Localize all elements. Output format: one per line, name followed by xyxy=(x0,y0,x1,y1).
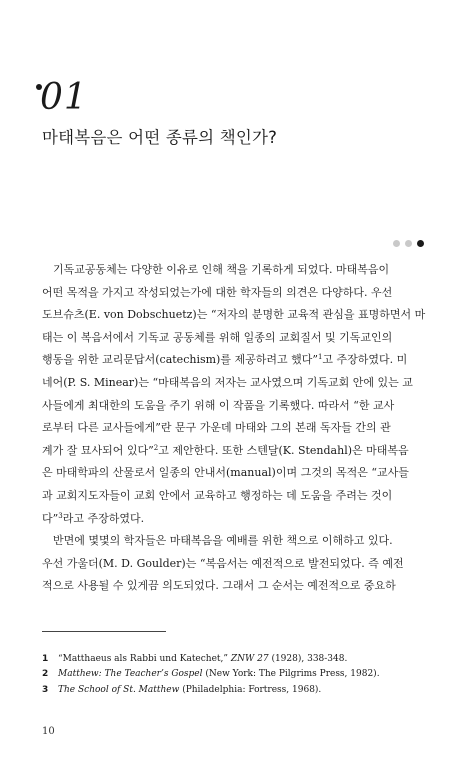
body-text-segment: 기독교공동체는 다양한 이유로 인해 책을 기록하게 되었다. 마태복음이 xyxy=(53,263,390,276)
body-text-segment: 계가 잘 묘사되어 있다” xyxy=(42,443,154,457)
body-line xyxy=(42,395,430,418)
body-text-segment: 은 마태학파의 산물로서 일종의 안내서(manual)이며 그것의 목적은 “교사들 xyxy=(42,466,409,480)
footnote-item xyxy=(42,667,442,682)
body-line xyxy=(42,327,430,350)
body-text-segment: 다” xyxy=(42,511,59,525)
footnote-text-post: (New York: The Pilgrims Press, 1982). xyxy=(202,669,380,680)
body-line xyxy=(42,372,430,395)
footnote-number: 3 xyxy=(42,684,49,695)
ornament-dot xyxy=(405,240,412,247)
body-line xyxy=(42,349,430,372)
section-ornament-dots xyxy=(393,240,424,247)
footnote-item xyxy=(42,652,442,667)
body-line xyxy=(42,282,430,305)
footnote-divider xyxy=(42,631,166,632)
body-line xyxy=(42,440,430,463)
body-text xyxy=(42,259,430,598)
ornament-dot xyxy=(393,240,400,247)
footnote-title: The School of St. Matthew xyxy=(58,684,180,695)
body-text-segment: 고 주장하였다. 미 xyxy=(322,353,408,367)
footnote-text xyxy=(58,652,347,667)
chapter-title: 마태복음은 어떤 종류의 책인가? xyxy=(42,128,278,147)
ornament-dot xyxy=(417,240,424,247)
footnote-text xyxy=(58,667,380,682)
footnote-number: 2 xyxy=(42,669,49,680)
chapter-number: 01 xyxy=(40,77,88,118)
body-text-segment: 과 교회지도자들이 교회 안에서 교육하고 행정하는 데 도움을 주려는 것이 xyxy=(42,488,393,502)
footnote-number: 1 xyxy=(42,654,49,664)
body-line xyxy=(42,553,430,576)
body-text-segment: 로부터 다른 교사들에게”란 문구 가운데 마태와 그의 본래 독자들 간의 관 xyxy=(42,421,391,435)
body-line xyxy=(42,462,430,485)
footnote-ref: 3 xyxy=(58,511,63,520)
body-line xyxy=(42,259,430,282)
body-text-segment: 적으로 사용될 수 있게끔 의도되었다. 그래서 그 순서는 예전적으로 중요하 xyxy=(42,579,396,593)
footnote-ref: 2 xyxy=(153,443,159,452)
footnote-text-post: (1928), 338-348. xyxy=(268,654,348,664)
body-text-segment: 고 제안한다. 또한 스텐달(K. Stendahl)은 마태복음 xyxy=(158,443,409,457)
body-line xyxy=(42,508,430,531)
body-text-segment: 라고 주장하였다. xyxy=(62,511,145,525)
body-line xyxy=(42,575,430,598)
body-line xyxy=(42,485,430,508)
body-line xyxy=(42,304,430,327)
footnote-ref: 1 xyxy=(317,353,323,362)
body-text-segment: 행동을 위한 교리문답서(catechism)를 제공하려고 했다” xyxy=(42,353,318,367)
body-text-segment: 반면에 몇몇의 학자들은 마태복음을 예배를 위한 책으로 이해하고 있다. xyxy=(53,534,393,548)
footnote-text xyxy=(58,683,321,698)
footnote-text-pre: “Matthaeus als Rabbi und Katechet,” xyxy=(58,654,231,664)
footnotes xyxy=(42,652,442,698)
body-text-segment: 사들에게 최대한의 도움을 주기 위해 이 작품을 기록했다. 따라서 “한 교사 xyxy=(42,398,395,412)
body-line xyxy=(42,530,430,553)
footnote-title: Matthew: The Teacher’s Gospel xyxy=(58,669,203,680)
body-text-segment: 도브슈츠(E. von Dobschuetz)는 “저자의 분명한 교육적 관심을 표명하면서 마 xyxy=(42,308,426,322)
footnote-item xyxy=(42,683,442,698)
page-number: 10 xyxy=(42,726,55,737)
footnote-text-post: (Philadelphia: Fortress, 1968). xyxy=(179,684,322,695)
body-line xyxy=(42,417,430,440)
footnote-title: ZNW 27 xyxy=(230,654,269,664)
body-text-segment: 네어(P. S. Minear)는 “마태복음의 저자는 교사였으며 기독교회 안에 있는 교 xyxy=(42,375,413,389)
body-text-segment: 어떤 목적을 가지고 작성되었는가에 대한 학자들의 의견은 다양하다. 우선 xyxy=(42,285,393,299)
body-text-segment: 우선 가울더(M. D. Goulder)는 “복음서는 예전적으로 발전되었다. 즉 예전 xyxy=(42,556,404,570)
body-text-segment: 태는 이 복음서에서 기독교 공동체를 위해 일종의 교회질서 및 기독교인의 xyxy=(42,330,393,344)
